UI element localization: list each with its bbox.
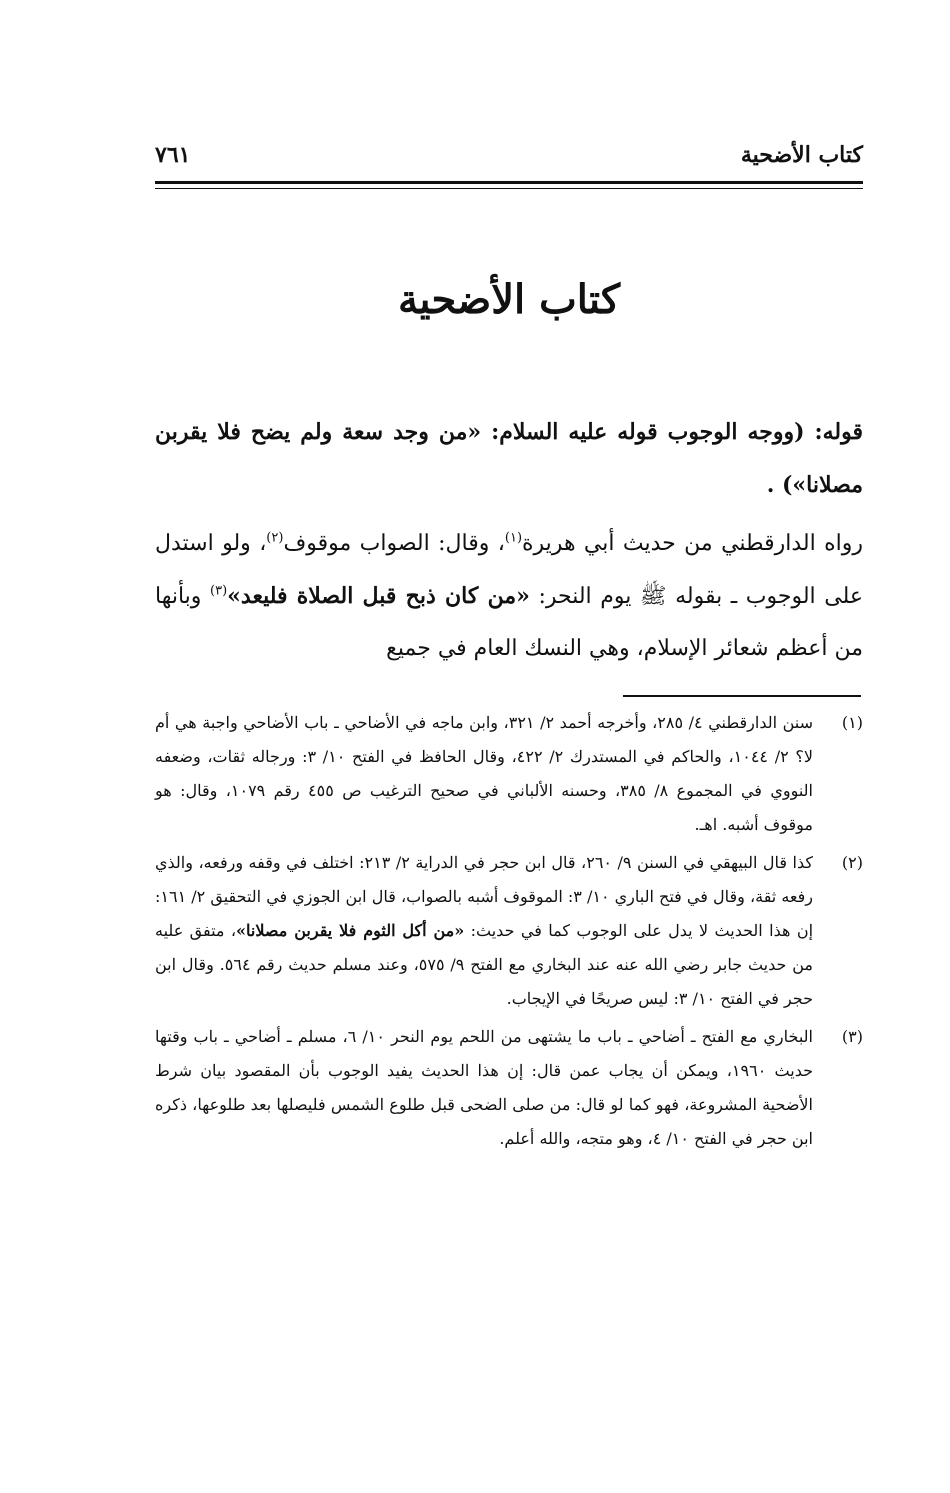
footnote-2 xyxy=(155,846,863,1016)
footnote-text: ، متفق عليه من حديث جابر رضي الله عنه عند البخاري مع الفتح ٩/ ٥٧٥، وعند مسلم حديث رقم ٥٦٤. وقال ابن حجر في الفتح ١٠/ ٣: ليس صريحًا في الإيجاب. xyxy=(155,921,814,1008)
footnotes xyxy=(155,706,863,1156)
chapter-title: كتاب الأضحية xyxy=(397,276,621,323)
body-text: وبأنها من أعظم شعائر الإسلام، وهي النسك العام في جميع xyxy=(155,584,863,661)
footnote-text: سنن الدارقطني ٤/ ٢٨٥، وأخرجه أحمد ٢/ ٣٢١، وابن ماجه في الأضاحي ـ باب الأضاحي واجبة هي أم لا؟ ٢/ ١٠٤٤، والحاكم في المستدرك ٢/ ٤٢٢، وقال الحافظ في الفتح ١٠/ ٣: ورجاله ثقات، وضعفه النووي في المجموع ٨/ ٣٨٥، وحسنه الألباني في صحيح الترغيب ص ٤٥٥ رقم ١٠٧٩، وقال: هو موقوف أشبه. اهـ. xyxy=(155,713,814,834)
header-rule-thick xyxy=(155,181,863,184)
footnote-number: (٣) xyxy=(841,1027,863,1046)
body-paragraph xyxy=(155,518,863,675)
footnote-text: البخاري مع الفتح ـ أضاحي ـ باب ما يشتهى من اللحم يوم النحر ١٠/ ٦، مسلم ـ أضاحي ـ باب وقتها حديث ١٩٦٠، ويمكن أن يجاب عمن قال: إن هذا الحديث يفيد الوجوب بأن المقصود بيان شرط الأضحية المشروعة، فهو كما لو قال: من صلى الضحى قبل طلوع الشمس فليصلها بعد طلوعها، ذكره ابن حجر في الفتح ١٠/ ٤، وهو متجه، والله أعلم. xyxy=(155,1027,813,1148)
footnote-ref-3: (٣) xyxy=(210,583,228,599)
footnote-ref-1: (١) xyxy=(504,530,523,546)
body-text: ، ولو استدل على الوجوب ـ بقوله ﷺ يوم النحر: xyxy=(155,531,863,609)
footnote-3 xyxy=(155,1020,863,1156)
body-text: رواه الدارقطني من حديث أبي هريرة xyxy=(522,531,863,556)
page-header xyxy=(155,140,863,184)
running-title: كتاب الأضحية xyxy=(740,142,863,168)
main-text xyxy=(155,406,863,675)
footnote-number: (١) xyxy=(841,713,863,732)
body-text: ، وقال: الصواب موقوف xyxy=(283,531,505,556)
footnote-hadith-quote: «من أكل الثوم فلا يقربن مصلانا» xyxy=(236,921,465,940)
footnote-separator xyxy=(623,695,861,697)
footnote-number: (٢) xyxy=(841,853,863,872)
footnote-1 xyxy=(155,706,863,842)
hadith-quote: «من كان ذبح قبل الصلاة فليعد» xyxy=(227,583,530,609)
page-number: ٧٦١ xyxy=(155,142,191,168)
footnote-text: كذا قال البيهقي في السنن ٩/ ٢٦٠، قال ابن حجر في الدراية ٢/ ٢١٣: اختلف في وقفه ورفعه، والذي رفعه ثقة، وقال في فتح الباري ١٠/ ٣: الموقوف أشبه بالصواب، قال ابن الجوزي في التحقيق ٢/ ١٦١: إن هذا الحديث لا يدل على الوجوب كما في حديث: xyxy=(155,853,814,940)
quoted-statement: قوله: (ووجه الوجوب قوله عليه السلام: «من وجد سعة ولم يضح فلا يقربن مصلانا») . xyxy=(155,419,863,498)
header-rule-thin xyxy=(155,188,863,189)
footnote-ref-2: (٢) xyxy=(266,530,284,546)
